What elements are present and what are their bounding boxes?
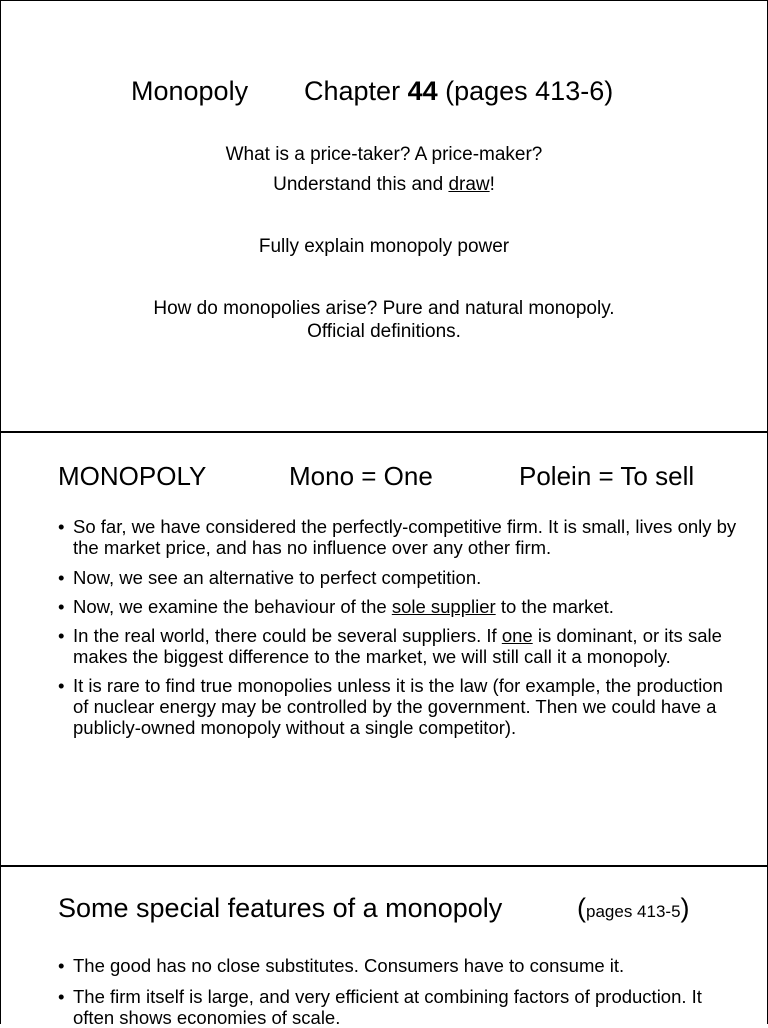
slide-1-title — [0, 76, 768, 112]
slide-3-title: Some special features of a monopoly — [58, 893, 503, 923]
line2-prefix: Understand this and — [273, 174, 449, 195]
bullet-icon: • — [58, 986, 65, 1007]
one-text: one — [501, 625, 533, 646]
bullet-icon: • — [58, 516, 65, 537]
bullet-icon: • — [58, 675, 65, 696]
bullet-text: The good has no close substitutes. Consumers have to consume it. — [73, 955, 625, 976]
chapter-pages: (pages 413-6) — [437, 76, 614, 106]
list-item — [58, 986, 738, 1028]
question-line-3: Fully explain monopoly power — [258, 236, 510, 257]
slide-3-bullet-list — [58, 955, 738, 1028]
bullet-icon: • — [58, 567, 65, 588]
list-item — [58, 596, 738, 617]
list-item — [58, 955, 738, 976]
bullet-text-suffix: is dominant, or its sale makes the biggest difference to the market, we will still call it a monopoly. — [73, 625, 722, 667]
slide-2-title-monopoly: MONOPOLY — [58, 461, 207, 491]
question-line-2 — [0, 174, 768, 196]
title-chapter — [304, 76, 613, 107]
list-item — [58, 625, 738, 667]
sole-supplier-text: sole supplier — [391, 596, 496, 617]
chapter-number: 44 — [407, 76, 438, 106]
bullet-text-suffix: to the market. — [495, 596, 614, 617]
paren-close: ) — [680, 893, 690, 923]
line2-suffix: ! — [489, 174, 495, 195]
bullet-icon: • — [58, 596, 65, 617]
list-item — [58, 675, 738, 738]
list-item — [58, 567, 738, 588]
bullet-icon: • — [58, 625, 65, 646]
slide-3-pages-note — [577, 893, 690, 924]
slide-2-title-polein: Polein = To sell — [519, 461, 695, 491]
question-line-5: Official definitions. — [307, 321, 461, 342]
bullet-icon: • — [58, 955, 65, 976]
slide-1 — [0, 0, 768, 433]
bullet-text: It is rare to find true monopolies unless it is the law (for example, the production of nuclear energy may be controlled by the government. Then we could have a publicly-owned monopoly without a single competitor). — [73, 675, 723, 738]
bullet-text: The firm itself is large, and very efficient at combining factors of production. It often shows economies of scale. — [73, 986, 702, 1028]
bullet-text: Now, we see an alternative to perfect competition. — [73, 567, 482, 588]
question-line-4: How do monopolies arise? Pure and natural monopoly. — [153, 298, 615, 319]
slide-2-bullet-list — [58, 516, 738, 738]
list-item — [58, 516, 738, 558]
pages-text: pages 413-5 — [586, 902, 681, 921]
bullet-text-prefix: In the real world, there could be several suppliers. If — [73, 625, 502, 646]
bullet-text-prefix: Now, we examine the behaviour of the — [73, 596, 392, 617]
draw-word: draw — [448, 174, 490, 195]
bullet-text: So far, we have considered the perfectly-competitive firm. It is small, lives only by the market price, and has no influence over any other firm. — [73, 516, 737, 558]
title-topic: Monopoly — [131, 76, 249, 106]
paren-open: ( — [577, 893, 586, 923]
slide-2-title-mono: Mono = One — [289, 461, 433, 491]
chapter-prefix: Chapter — [304, 76, 408, 106]
question-line-1: What is a price-taker? A price-maker? — [225, 144, 543, 165]
